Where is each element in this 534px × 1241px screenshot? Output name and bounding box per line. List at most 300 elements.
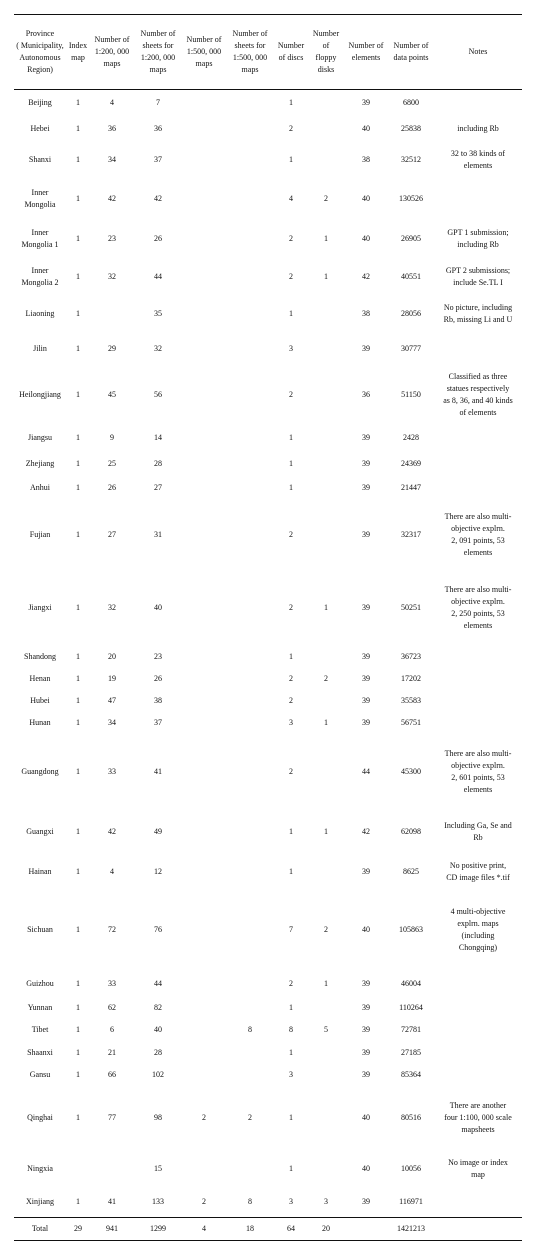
table-row xyxy=(14,668,522,690)
table-body xyxy=(14,90,522,1241)
data-points-cell: 17202 xyxy=(401,673,421,683)
maps-500k-cell xyxy=(182,452,226,476)
header-num-elements: Number of elements xyxy=(344,15,388,90)
data-points-cell: 25838 xyxy=(401,123,421,133)
maps-500k-cell xyxy=(182,970,226,998)
discs-cell: 2 xyxy=(289,673,293,683)
discs-cell: 3 xyxy=(289,1197,293,1207)
table-row xyxy=(14,500,522,570)
province-cell: Hunan xyxy=(29,717,51,727)
floppy-cell xyxy=(308,998,344,1018)
discs-cell: 1 xyxy=(289,651,293,661)
sheets-500k-cell xyxy=(226,296,274,332)
notes-cell xyxy=(434,178,522,220)
maps-200k-cell: 4 xyxy=(110,97,114,107)
index-map-cell: 1 xyxy=(76,123,80,133)
data-points-cell: 50251 xyxy=(401,602,421,612)
maps-500k-cell xyxy=(182,296,226,332)
index-map-cell: 1 xyxy=(76,717,80,727)
maps-200k-cell xyxy=(90,296,134,332)
index-map-cell: 1 xyxy=(76,924,80,934)
floppy-cell xyxy=(308,366,344,424)
floppy-cell xyxy=(308,332,344,366)
maps-500k-cell xyxy=(182,220,226,258)
header-num-sheets-500k: Number of sheets for 1:500, 000 maps xyxy=(226,15,274,90)
discs-cell: 1 xyxy=(289,866,293,876)
province-cell: Sichuan xyxy=(27,924,53,934)
discs-cell: 1 xyxy=(289,826,293,836)
sheets-200k-cell: 82 xyxy=(154,1002,162,1012)
elements-cell: 42 xyxy=(362,271,370,281)
floppy-cell xyxy=(308,452,344,476)
sheets-500k-cell xyxy=(226,1042,274,1064)
notes-cell xyxy=(434,668,522,690)
sheets-500k-cell xyxy=(226,500,274,570)
floppy-cell: 3 xyxy=(324,1197,328,1207)
elements-cell: 39 xyxy=(362,432,370,442)
notes-cell xyxy=(434,452,522,476)
header-num-discs: Number of discs xyxy=(274,15,308,90)
total-data-points-cell: 1421213 xyxy=(388,1218,434,1241)
maps-500k-cell xyxy=(182,998,226,1018)
province-cell: Yunnan xyxy=(27,1002,53,1012)
elements-cell: 39 xyxy=(362,717,370,727)
province-cell: Inner Mongolia 1 xyxy=(21,227,59,249)
header-num-sheets-200k: Number of sheets for 1:200, 000 maps xyxy=(134,15,182,90)
sheets-200k-cell: 40 xyxy=(154,602,162,612)
notes-cell: There are also multi- objective explrn. 2, 250 points, 53 elements xyxy=(444,584,512,630)
discs-cell: 3 xyxy=(289,1069,293,1079)
index-map-cell: 1 xyxy=(76,866,80,876)
maps-200k-cell: 25 xyxy=(108,458,116,468)
table-row xyxy=(14,810,522,854)
elements-cell: 38 xyxy=(362,154,370,164)
table-row xyxy=(14,1064,522,1086)
maps-500k-cell xyxy=(182,332,226,366)
data-points-cell: 36723 xyxy=(401,651,421,661)
table-row xyxy=(14,998,522,1018)
province-cell: Jiangsu xyxy=(28,432,52,442)
province-cell: Zhejiang xyxy=(25,458,55,468)
data-points-cell: 27185 xyxy=(401,1047,421,1057)
total-notes-cell xyxy=(434,1218,522,1241)
total-sheets-500k-cell: 18 xyxy=(226,1218,274,1241)
index-map-cell: 1 xyxy=(76,1002,80,1012)
floppy-cell: 2 xyxy=(324,924,328,934)
elements-cell: 39 xyxy=(362,978,370,988)
table-row xyxy=(14,476,522,500)
discs-cell: 1 xyxy=(289,154,293,164)
data-points-cell: 40551 xyxy=(401,271,421,281)
total-discs-cell: 64 xyxy=(274,1218,308,1241)
province-cell: Shaanxi xyxy=(27,1047,53,1057)
maps-200k-cell: 62 xyxy=(108,1002,116,1012)
data-points-cell: 130526 xyxy=(399,193,423,203)
maps-200k-cell: 34 xyxy=(108,717,116,727)
floppy-cell: 2 xyxy=(324,673,328,683)
maps-500k-cell xyxy=(182,810,226,854)
maps-500k-cell xyxy=(182,1064,226,1086)
floppy-cell xyxy=(308,296,344,332)
maps-200k-cell xyxy=(90,1150,134,1188)
header-num-200k-maps: Number of 1:200, 000 maps xyxy=(90,15,134,90)
sheets-500k-cell xyxy=(226,668,274,690)
sheets-200k-cell: 23 xyxy=(154,651,162,661)
floppy-cell xyxy=(308,1150,344,1188)
discs-cell: 2 xyxy=(289,978,293,988)
discs-cell: 2 xyxy=(289,233,293,243)
index-map-cell: 1 xyxy=(76,1069,80,1079)
index-map-cell: 1 xyxy=(76,271,80,281)
elements-cell: 39 xyxy=(362,458,370,468)
province-cell: Jiangxi xyxy=(28,602,52,612)
province-cell: Shanxi xyxy=(28,154,52,164)
table-row xyxy=(14,220,522,258)
table-row xyxy=(14,1188,522,1218)
index-map-cell: 1 xyxy=(76,978,80,988)
maps-200k-cell: 36 xyxy=(108,123,116,133)
data-points-cell: 85364 xyxy=(401,1069,421,1079)
maps-500k-cell xyxy=(182,890,226,970)
maps-200k-cell: 42 xyxy=(108,826,116,836)
table-row xyxy=(14,646,522,668)
province-cell: Tibet xyxy=(31,1024,49,1034)
data-points-cell: 26905 xyxy=(401,233,421,243)
floppy-cell xyxy=(308,734,344,810)
sheets-500k-cell xyxy=(226,810,274,854)
data-points-cell: 8625 xyxy=(403,866,419,876)
index-map-cell: 1 xyxy=(76,529,80,539)
total-row xyxy=(14,1218,522,1241)
maps-500k-cell xyxy=(182,668,226,690)
data-points-cell: 80516 xyxy=(401,1112,421,1122)
maps-500k-cell xyxy=(182,1150,226,1188)
elements-cell: 36 xyxy=(362,389,370,399)
sheets-500k-cell xyxy=(226,90,274,116)
discs-cell: 2 xyxy=(289,123,293,133)
sheets-200k-cell: 49 xyxy=(154,826,162,836)
discs-cell: 1 xyxy=(289,1112,293,1122)
index-map-cell: 1 xyxy=(76,651,80,661)
floppy-cell xyxy=(308,690,344,712)
elements-cell: 39 xyxy=(362,866,370,876)
index-map-cell: 1 xyxy=(76,602,80,612)
index-map-cell: 1 xyxy=(76,432,80,442)
province-cell: Xinjiang xyxy=(26,1197,54,1207)
notes-cell xyxy=(434,1188,522,1218)
maps-500k-cell xyxy=(182,570,226,646)
total-elements-cell xyxy=(344,1218,388,1241)
province-cell: Hebei xyxy=(30,123,50,133)
floppy-cell: 1 xyxy=(324,978,328,988)
province-cell: Liaoning xyxy=(25,308,55,318)
sheets-200k-cell: 14 xyxy=(154,432,162,442)
notes-cell: GPT 2 submissions; include Se.TL I xyxy=(445,265,511,287)
sheets-500k-cell xyxy=(226,452,274,476)
index-map-cell: 1 xyxy=(76,826,80,836)
maps-500k-cell: 2 xyxy=(202,1112,206,1122)
index-map-cell: 1 xyxy=(76,482,80,492)
total-sheets-200k-cell: 1299 xyxy=(134,1218,182,1241)
discs-cell: 2 xyxy=(289,529,293,539)
notes-cell xyxy=(434,1018,522,1042)
elements-cell: 39 xyxy=(362,1047,370,1057)
floppy-cell xyxy=(308,646,344,668)
notes-cell xyxy=(434,476,522,500)
elements-cell: 39 xyxy=(362,529,370,539)
sheets-200k-cell: 38 xyxy=(154,695,162,705)
data-points-cell: 24369 xyxy=(401,458,421,468)
discs-cell: 1 xyxy=(289,1002,293,1012)
maps-500k-cell xyxy=(182,854,226,890)
index-map-cell: 1 xyxy=(76,1047,80,1057)
notes-cell: including Rb xyxy=(457,123,499,133)
maps-200k-cell: 26 xyxy=(108,482,116,492)
sheets-200k-cell: 15 xyxy=(154,1163,162,1173)
elements-cell: 40 xyxy=(362,1163,370,1173)
maps-500k-cell xyxy=(182,690,226,712)
sheets-200k-cell: 37 xyxy=(154,154,162,164)
maps-500k-cell xyxy=(182,366,226,424)
sheets-200k-cell: 28 xyxy=(154,458,162,468)
discs-cell: 8 xyxy=(289,1024,293,1034)
maps-500k-cell xyxy=(182,734,226,810)
sheets-500k-cell xyxy=(226,890,274,970)
notes-cell xyxy=(434,424,522,452)
sheets-500k-cell xyxy=(226,178,274,220)
table-row xyxy=(14,90,522,116)
index-map-cell: 1 xyxy=(76,695,80,705)
table-row xyxy=(14,258,522,296)
discs-cell: 2 xyxy=(289,695,293,705)
maps-500k-cell xyxy=(182,142,226,178)
maps-200k-cell: 42 xyxy=(108,193,116,203)
maps-200k-cell: 72 xyxy=(108,924,116,934)
sheets-200k-cell: 42 xyxy=(154,193,162,203)
maps-200k-cell: 41 xyxy=(108,1197,116,1207)
sheets-200k-cell: 102 xyxy=(152,1069,164,1079)
table-row xyxy=(14,1018,522,1042)
index-map-cell: 1 xyxy=(76,673,80,683)
notes-cell: There are another four 1:100, 000 scale mapsheets xyxy=(444,1100,512,1134)
discs-cell: 1 xyxy=(289,458,293,468)
maps-500k-cell xyxy=(182,90,226,116)
notes-cell xyxy=(434,970,522,998)
notes-cell xyxy=(434,1064,522,1086)
index-map-cell xyxy=(66,1150,90,1188)
floppy-cell xyxy=(308,1064,344,1086)
notes-cell: Classified as three statues respectively as 8, 36, and 40 kinds of elements xyxy=(443,371,513,417)
maps-200k-cell: 45 xyxy=(108,389,116,399)
discs-cell: 1 xyxy=(289,1047,293,1057)
sheets-200k-cell: 26 xyxy=(154,233,162,243)
sheets-500k-cell xyxy=(226,142,274,178)
discs-cell: 1 xyxy=(289,432,293,442)
province-cell: Qinghai xyxy=(27,1112,53,1122)
province-cell: Ningxia xyxy=(27,1163,53,1173)
notes-cell: 4 multi-objective explrn. maps (including Chongqing) xyxy=(450,906,506,952)
elements-cell: 40 xyxy=(362,924,370,934)
elements-cell: 42 xyxy=(362,826,370,836)
table-row xyxy=(14,452,522,476)
data-points-cell: 51150 xyxy=(401,389,421,399)
sheets-200k-cell: 56 xyxy=(154,389,162,399)
sheets-500k-cell xyxy=(226,258,274,296)
sheets-200k-cell: 26 xyxy=(154,673,162,683)
sheets-200k-cell: 37 xyxy=(154,717,162,727)
index-map-cell: 1 xyxy=(76,343,80,353)
floppy-cell xyxy=(308,424,344,452)
province-cell: Hubei xyxy=(30,695,50,705)
index-map-cell: 1 xyxy=(76,1024,80,1034)
maps-500k-cell xyxy=(182,178,226,220)
sheets-500k-cell xyxy=(226,332,274,366)
total-floppy-cell: 20 xyxy=(308,1218,344,1241)
sheets-200k-cell: 133 xyxy=(152,1197,164,1207)
notes-cell: No picture, including Rb, missing Li and U xyxy=(443,302,513,324)
elements-cell: 39 xyxy=(362,602,370,612)
header-notes: Notes xyxy=(434,15,522,90)
index-map-cell: 1 xyxy=(76,458,80,468)
sheets-200k-cell: 27 xyxy=(154,482,162,492)
table-row xyxy=(14,332,522,366)
sheets-500k-cell xyxy=(226,712,274,734)
index-map-cell: 1 xyxy=(76,1197,80,1207)
index-map-cell: 1 xyxy=(76,233,80,243)
elements-cell: 38 xyxy=(362,308,370,318)
province-cell: Jilin xyxy=(33,343,47,353)
header-num-data-points: Number of data points xyxy=(388,15,434,90)
elements-cell: 39 xyxy=(362,1069,370,1079)
maps-500k-cell xyxy=(182,646,226,668)
maps-200k-cell: 21 xyxy=(108,1047,116,1057)
maps-200k-cell: 4 xyxy=(110,866,114,876)
table-header-row xyxy=(14,15,522,90)
sheets-200k-cell: 36 xyxy=(154,123,162,133)
province-cell: Fujian xyxy=(29,529,51,539)
sheets-200k-cell: 32 xyxy=(154,343,162,353)
index-map-cell: 1 xyxy=(76,389,80,399)
table-row xyxy=(14,854,522,890)
province-cell: Gansu xyxy=(29,1069,51,1079)
sheets-200k-cell: 44 xyxy=(154,978,162,988)
data-points-cell: 45300 xyxy=(401,766,421,776)
data-points-cell: 2428 xyxy=(403,432,419,442)
data-points-cell: 10056 xyxy=(401,1163,421,1173)
sheets-500k-cell xyxy=(226,476,274,500)
table-row xyxy=(14,424,522,452)
elements-cell: 39 xyxy=(362,673,370,683)
discs-cell: 1 xyxy=(289,97,293,107)
data-points-cell: 6800 xyxy=(403,97,419,107)
table-row xyxy=(14,734,522,810)
floppy-cell: 1 xyxy=(324,271,328,281)
floppy-cell xyxy=(308,500,344,570)
maps-200k-cell: 47 xyxy=(108,695,116,705)
elements-cell: 39 xyxy=(362,651,370,661)
notes-cell: No positive print, CD image files *.tif xyxy=(446,860,510,882)
maps-200k-cell: 6 xyxy=(110,1024,114,1034)
header-province: Province ( Municipality, Autonomous Region) xyxy=(14,15,66,90)
notes-cell: There are also multi- objective explrn. 2, 091 points, 53 elements xyxy=(444,511,512,557)
data-points-cell: 28056 xyxy=(401,308,421,318)
table-row xyxy=(14,1042,522,1064)
province-cell: Guangxi xyxy=(26,826,54,836)
sheets-500k-cell xyxy=(226,690,274,712)
notes-cell xyxy=(434,646,522,668)
data-points-cell: 46004 xyxy=(401,978,421,988)
data-points-cell: 32317 xyxy=(401,529,421,539)
data-points-cell: 35583 xyxy=(401,695,421,705)
table-row xyxy=(14,1150,522,1188)
sheets-500k-cell xyxy=(226,970,274,998)
header-num-500k-maps: Number of 1:500, 000 maps xyxy=(182,15,226,90)
elements-cell: 40 xyxy=(362,123,370,133)
discs-cell: 1 xyxy=(289,308,293,318)
maps-200k-cell: 32 xyxy=(108,602,116,612)
discs-cell: 4 xyxy=(289,193,293,203)
data-points-cell: 21447 xyxy=(401,482,421,492)
sheets-200k-cell: 7 xyxy=(156,97,160,107)
sheets-200k-cell: 12 xyxy=(154,866,162,876)
notes-cell: No image or index map xyxy=(448,1157,508,1179)
index-map-cell: 1 xyxy=(76,97,80,107)
elements-cell: 39 xyxy=(362,1002,370,1012)
province-cell: Heilongjiang xyxy=(19,389,61,399)
table-row xyxy=(14,296,522,332)
sheets-500k-cell xyxy=(226,646,274,668)
province-cell: Hainan xyxy=(28,866,52,876)
discs-cell: 2 xyxy=(289,271,293,281)
maps-200k-cell: 33 xyxy=(108,978,116,988)
maps-200k-cell: 32 xyxy=(108,271,116,281)
notes-cell: Including Ga, Se and Rb xyxy=(444,820,512,842)
sheets-500k-cell xyxy=(226,220,274,258)
discs-cell: 2 xyxy=(289,389,293,399)
maps-500k-cell: 2 xyxy=(202,1197,206,1207)
maps-200k-cell: 66 xyxy=(108,1069,116,1079)
sheets-500k-cell xyxy=(226,116,274,142)
floppy-cell: 1 xyxy=(324,717,328,727)
table-row xyxy=(14,570,522,646)
sheets-500k-cell xyxy=(226,854,274,890)
maps-500k-cell xyxy=(182,476,226,500)
data-points-cell: 62098 xyxy=(401,826,421,836)
maps-500k-cell xyxy=(182,116,226,142)
elements-cell: 40 xyxy=(362,193,370,203)
maps-200k-cell: 19 xyxy=(108,673,116,683)
sheets-200k-cell: 28 xyxy=(154,1047,162,1057)
discs-cell: 3 xyxy=(289,343,293,353)
sheets-200k-cell: 31 xyxy=(154,529,162,539)
data-points-cell: 30777 xyxy=(401,343,421,353)
data-points-cell: 116971 xyxy=(399,1197,423,1207)
sheets-500k-cell: 8 xyxy=(248,1024,252,1034)
elements-cell: 40 xyxy=(362,233,370,243)
notes-cell xyxy=(434,332,522,366)
maps-500k-cell xyxy=(182,500,226,570)
table-row xyxy=(14,1086,522,1150)
notes-cell xyxy=(434,1042,522,1064)
notes-cell: 32 to 38 kinds of elements xyxy=(450,148,506,170)
maps-500k-cell xyxy=(182,1018,226,1042)
discs-cell: 3 xyxy=(289,717,293,727)
province-cell: Inner Mongolia 2 xyxy=(21,265,59,287)
data-points-cell: 56751 xyxy=(401,717,421,727)
sheets-200k-cell: 35 xyxy=(154,308,162,318)
sheets-200k-cell: 44 xyxy=(154,271,162,281)
maps-200k-cell: 23 xyxy=(108,233,116,243)
